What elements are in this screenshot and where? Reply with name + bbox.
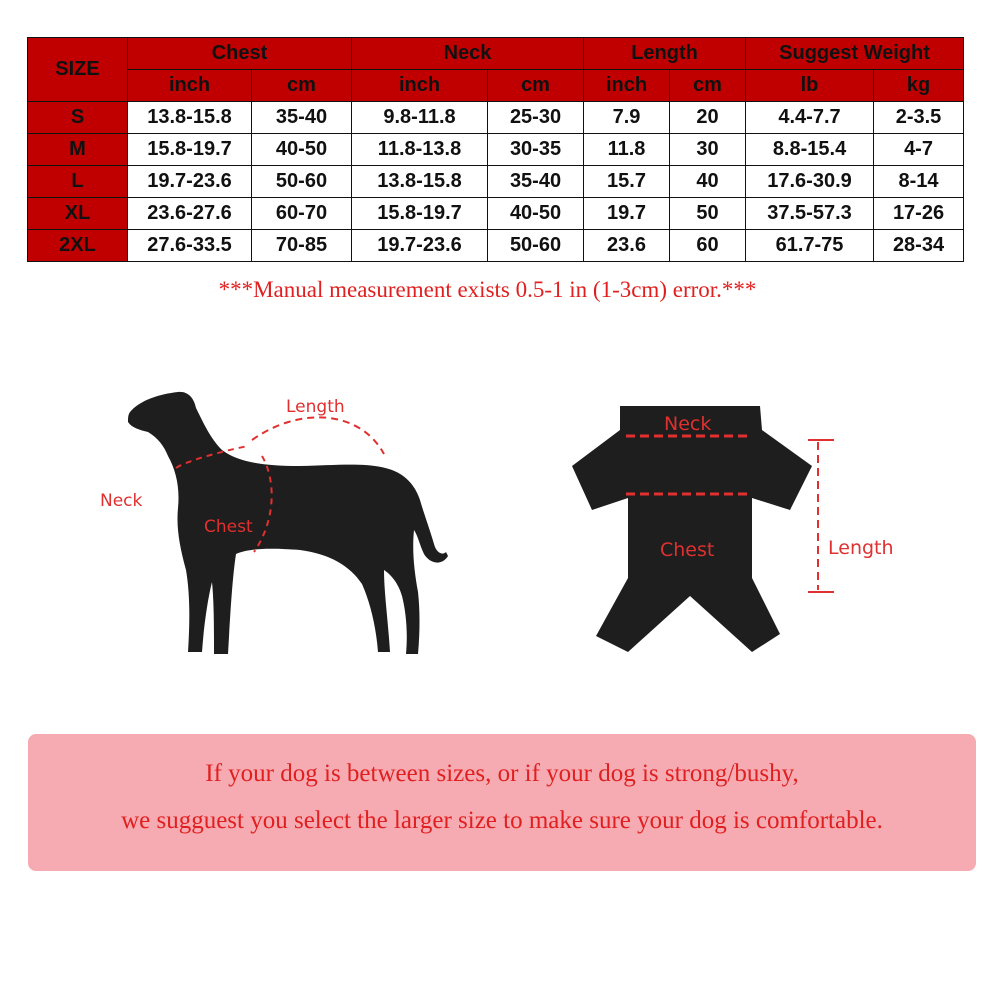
figures-svg bbox=[0, 370, 1000, 690]
table-cell: 35-40 bbox=[488, 166, 584, 198]
table-row bbox=[28, 166, 964, 198]
table-cell: 23.6-27.6 bbox=[128, 198, 252, 230]
table-body bbox=[28, 102, 964, 262]
table-cell: 15.8-19.7 bbox=[128, 134, 252, 166]
size-label: L bbox=[28, 166, 128, 198]
table-cell: 19.7-23.6 bbox=[352, 230, 488, 262]
neck-header: Neck bbox=[352, 38, 584, 70]
unit-header: inch bbox=[584, 70, 670, 102]
table-cell: 50-60 bbox=[252, 166, 352, 198]
table-cell: 4-7 bbox=[874, 134, 964, 166]
length-header: Length bbox=[584, 38, 746, 70]
table-cell: 4.4-7.7 bbox=[746, 102, 874, 134]
unit-header: cm bbox=[670, 70, 746, 102]
weight-header: Suggest Weight bbox=[746, 38, 964, 70]
table-cell: 13.8-15.8 bbox=[128, 102, 252, 134]
table-cell: 37.5-57.3 bbox=[746, 198, 874, 230]
table-cell: 8-14 bbox=[874, 166, 964, 198]
unit-header: cm bbox=[488, 70, 584, 102]
table-cell: 30-35 bbox=[488, 134, 584, 166]
table-row bbox=[28, 198, 964, 230]
table-cell: 60-70 bbox=[252, 198, 352, 230]
table-cell: 20 bbox=[670, 102, 746, 134]
size-label: S bbox=[28, 102, 128, 134]
table-cell: 23.6 bbox=[584, 230, 670, 262]
unit-header: lb bbox=[746, 70, 874, 102]
table-cell: 40 bbox=[670, 166, 746, 198]
table-cell: 25-30 bbox=[488, 102, 584, 134]
table-cell: 15.8-19.7 bbox=[352, 198, 488, 230]
table-cell: 9.8-11.8 bbox=[352, 102, 488, 134]
dog-chest-label: Chest bbox=[204, 517, 253, 537]
table-cell: 61.7-75 bbox=[746, 230, 874, 262]
table-row bbox=[28, 230, 964, 262]
table-cell: 11.8-13.8 bbox=[352, 134, 488, 166]
tip-line-1: If your dog is between sizes, or if your dog is strong/bushy, bbox=[205, 760, 799, 787]
size-label: M bbox=[28, 134, 128, 166]
table-cell: 28-34 bbox=[874, 230, 964, 262]
garment-neck-label: Neck bbox=[664, 413, 712, 435]
table-cell: 19.7 bbox=[584, 198, 670, 230]
table-row bbox=[28, 134, 964, 166]
tip-line-2: we sugguest you select the larger size to make sure your dog is comfortable. bbox=[121, 807, 883, 834]
table-cell: 70-85 bbox=[252, 230, 352, 262]
size-header: SIZE bbox=[28, 38, 128, 102]
chest-header: Chest bbox=[128, 38, 352, 70]
table-unit-row bbox=[28, 70, 964, 102]
dog-length-label: Length bbox=[286, 397, 345, 417]
table-cell: 60 bbox=[670, 230, 746, 262]
size-chart-table bbox=[27, 37, 964, 262]
size-label: XL bbox=[28, 198, 128, 230]
table-cell: 17-26 bbox=[874, 198, 964, 230]
unit-header: cm bbox=[252, 70, 352, 102]
table-cell: 17.6-30.9 bbox=[746, 166, 874, 198]
unit-header: kg bbox=[874, 70, 964, 102]
table-cell: 11.8 bbox=[584, 134, 670, 166]
table-cell: 40-50 bbox=[488, 198, 584, 230]
garment-length-label: Length bbox=[828, 537, 894, 559]
table-cell: 50 bbox=[670, 198, 746, 230]
table-cell: 2-3.5 bbox=[874, 102, 964, 134]
table-cell: 27.6-33.5 bbox=[128, 230, 252, 262]
table-group-header-row bbox=[28, 38, 964, 70]
sizing-tip-box bbox=[28, 734, 976, 871]
unit-header: inch bbox=[352, 70, 488, 102]
table-cell: 19.7-23.6 bbox=[128, 166, 252, 198]
dog-length-arc bbox=[252, 417, 384, 454]
table-cell: 35-40 bbox=[252, 102, 352, 134]
measurement-note: ***Manual measurement exists 0.5-1 in (1-3cm) error.*** bbox=[218, 277, 757, 302]
dog-neck-label: Neck bbox=[100, 491, 143, 511]
dog-silhouette-icon bbox=[128, 392, 448, 654]
table-cell: 8.8-15.4 bbox=[746, 134, 874, 166]
measurement-figures bbox=[0, 370, 1000, 690]
table-cell: 13.8-15.8 bbox=[352, 166, 488, 198]
garment-silhouette-icon bbox=[572, 406, 812, 652]
table-cell: 15.7 bbox=[584, 166, 670, 198]
table-row bbox=[28, 102, 964, 134]
table-cell: 30 bbox=[670, 134, 746, 166]
table-cell: 40-50 bbox=[252, 134, 352, 166]
table-cell: 50-60 bbox=[488, 230, 584, 262]
size-label: 2XL bbox=[28, 230, 128, 262]
table-cell: 7.9 bbox=[584, 102, 670, 134]
garment-chest-label: Chest bbox=[660, 539, 715, 561]
unit-header: inch bbox=[128, 70, 252, 102]
